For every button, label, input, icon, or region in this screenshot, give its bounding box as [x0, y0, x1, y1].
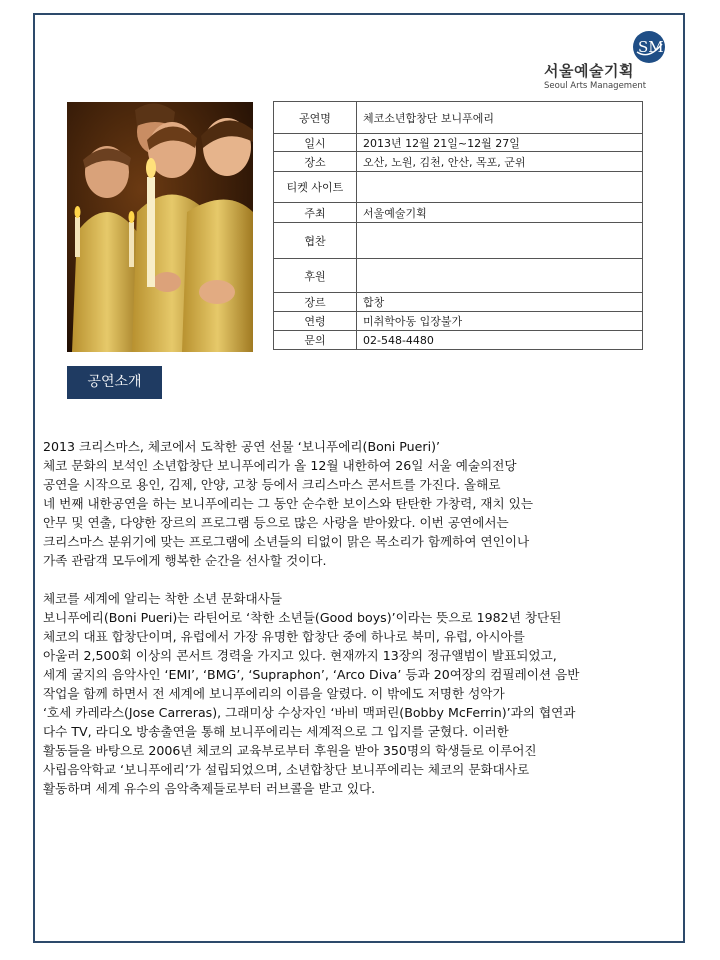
paragraph-line: 공연을 시작으로 용인, 김제, 안양, 고창 등에서 크리스마스 콘서트를 가진다. 올해로	[43, 477, 501, 492]
paragraph-line: 아울러 2,500회 이상의 콘서트 경력을 가지고 있다. 현재까지 13장의 정규앨범이 발표되었고,	[43, 648, 557, 663]
paragraph-line: 가족 관람객 모두에게 행복한 순간을 선사할 것이다.	[43, 553, 327, 568]
paragraph-line: 네 번째 내한공연을 하는 보니푸에리는 그 동안 순수한 보이스와 탄탄한 가창력, 재치 있는	[43, 496, 534, 511]
paragraph-line: ‘호세 카레라스(Jose Carreras), 그래미상 수상자인 ‘바비 맥퍼린(Bobby McFerrin)’과의 협연과	[43, 705, 576, 720]
paragraph-line: 활동하며 세계 유수의 음악축제들로부터 러브콜을 받고 있다.	[43, 781, 376, 796]
table-row	[274, 312, 643, 331]
info-label: 티켓 사이트	[274, 172, 357, 203]
table-row	[274, 152, 643, 172]
info-label: 공연명	[274, 102, 357, 134]
paragraph-gap	[43, 570, 683, 589]
info-label: 후원	[274, 259, 357, 293]
info-value: 2013년 12월 21일~12월 27일	[357, 134, 643, 152]
table-row	[274, 223, 643, 259]
paragraph-line: 다수 TV, 라디오 방송출연을 통해 보니푸에리는 세계적으로 그 입지를 굳혔다. 이러한	[43, 724, 509, 739]
paragraph-line: 안무 및 연출, 다양한 장르의 프로그램 등으로 많은 사랑을 받아왔다. 이번 공연에서는	[43, 515, 509, 530]
info-value: 미취학아동 입장불가	[357, 312, 643, 331]
info-value	[357, 172, 643, 203]
paragraph-line: 체코 문화의 보석인 소년합창단 보니푸에리가 올 12월 내한하여 26일 서울 예술의전당	[43, 458, 517, 473]
table-row	[274, 203, 643, 223]
paragraph-line: 활동들을 바탕으로 2006년 체코의 교육부로부터 후원을 받아 350명의 학생들로 이루어진	[43, 743, 537, 758]
table-row	[274, 259, 643, 293]
info-value: 체코소년합창단 보니푸에리	[357, 102, 643, 134]
paragraph-line: 보니푸에리(Boni Pueri)는 라틴어로 ‘착한 소년들(Good boys)’이라는 뜻으로 1982년 창단된	[43, 610, 562, 625]
info-value	[357, 223, 643, 259]
table-row	[274, 172, 643, 203]
info-value: 오산, 노원, 김천, 안산, 목포, 군위	[357, 152, 643, 172]
logo-mark-text: SM	[638, 38, 664, 56]
table-row	[274, 293, 643, 312]
info-value: 서울예술기획	[357, 203, 643, 223]
boys-choir-candles-photo	[67, 102, 253, 352]
info-label: 장소	[274, 152, 357, 172]
performance-info-table	[273, 101, 643, 350]
paragraph-line: 크리스마스 분위기에 맞는 프로그램에 소년들의 티없이 맑은 목소리가 함께하여 연인이나	[43, 534, 530, 549]
info-label: 주최	[274, 203, 357, 223]
paragraph-line: 사립음악학교 ‘보니푸에리’가 설립되었으며, 소년합창단 보니푸에리는 체코의 문화대사로	[43, 762, 530, 777]
logo-name-korean: 서울예술기획	[544, 62, 634, 80]
paragraph-line: 체코의 대표 합창단이며, 유럽에서 가장 유명한 합창단 중에 하나로 북미, 유럽, 아시아를	[43, 629, 525, 644]
table-row	[274, 102, 643, 134]
info-label: 일시	[274, 134, 357, 152]
paragraph-line: 작업을 함께 하면서 전 세계에 보니푸에리의 이름을 알렸다. 이 밖에도 저명한 성악가	[43, 686, 505, 701]
intro-text	[43, 437, 683, 798]
paragraph-line: 세계 굴지의 음악사인 ‘EMI’, ‘BMG’, ‘Supraphon’, ‘Arco Diva’ 등과 20여장의 컴필레이션 음반	[43, 667, 580, 682]
info-label: 문의	[274, 331, 357, 350]
info-label: 연령	[274, 312, 357, 331]
choir-photo	[67, 102, 253, 352]
logo-name-english: Seoul Arts Management	[544, 81, 647, 91]
paragraph-line: 2013 크리스마스, 체코에서 도착한 공연 선물 ‘보니푸에리(Boni Pueri)’	[43, 439, 440, 454]
info-value: 02-548-4480	[357, 331, 643, 350]
table-row	[274, 331, 643, 350]
info-label: 협찬	[274, 223, 357, 259]
sm-logo-icon	[632, 30, 666, 64]
info-value: 합창	[357, 293, 643, 312]
company-logo	[540, 30, 670, 92]
info-label: 장르	[274, 293, 357, 312]
table-row	[274, 134, 643, 152]
section-badge: 공연소개	[67, 366, 162, 399]
info-value	[357, 259, 643, 293]
paragraph-line: 체코를 세계에 알리는 착한 소년 문화대사들	[43, 591, 282, 606]
